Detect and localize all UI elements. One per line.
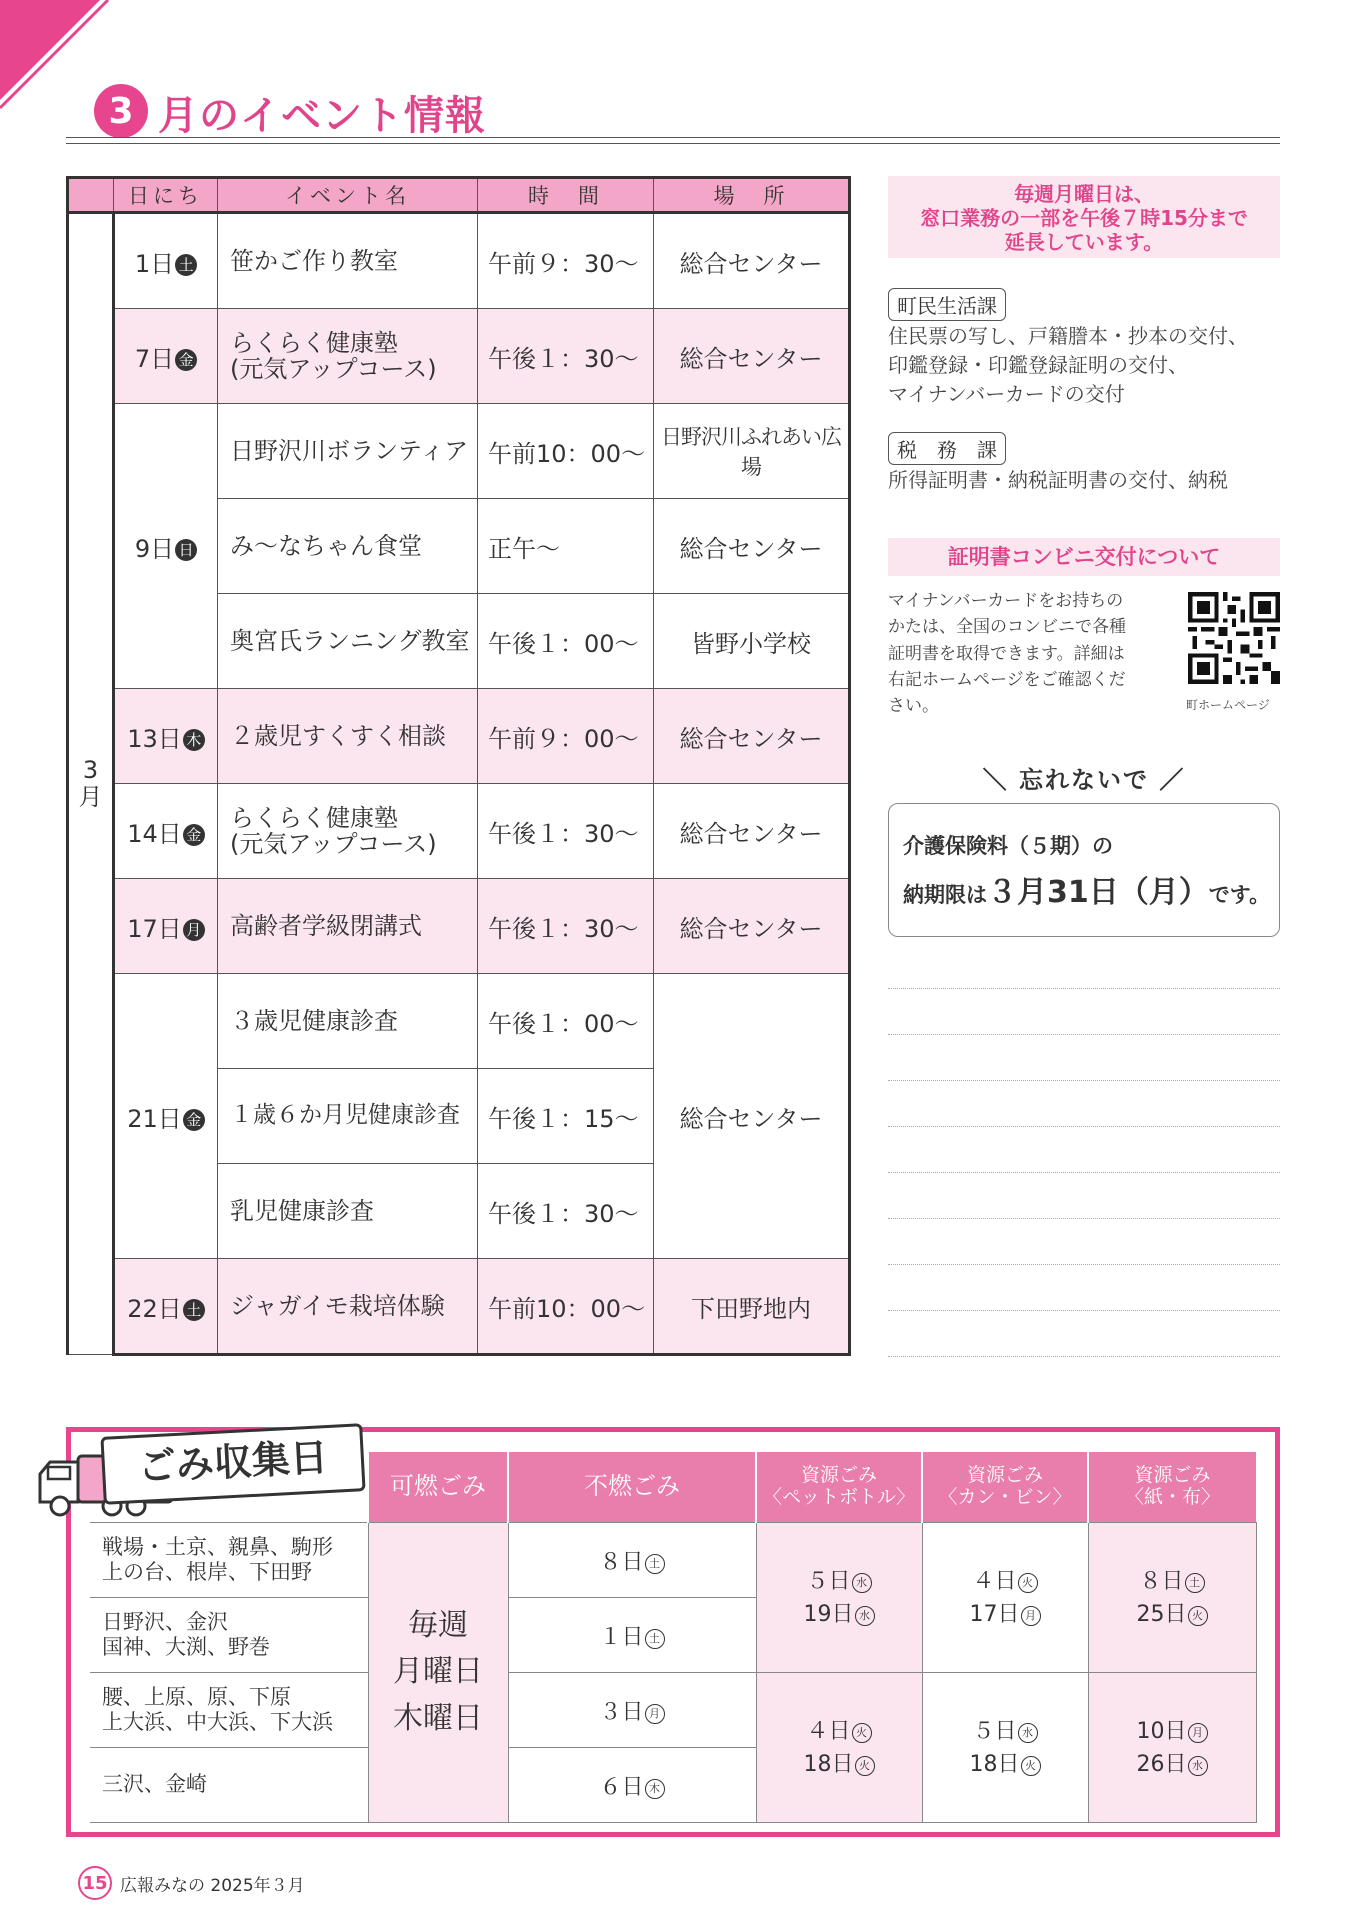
event-date: 9日 日 — [114, 404, 218, 689]
event-row — [68, 309, 850, 404]
event-name: 笹かご作り教室 — [218, 213, 478, 309]
garbage-row — [90, 1673, 1256, 1748]
dow-mark: 土 — [645, 1629, 665, 1649]
memo-line — [888, 1264, 1280, 1265]
dow-mark: 月 — [1188, 1723, 1208, 1743]
paper-days: ８日 土 25日 火 — [1088, 1523, 1256, 1673]
dow-mark: 水 — [855, 1606, 875, 1626]
nonburnable-day: １日 土 — [508, 1598, 756, 1673]
page-footer — [78, 1866, 305, 1900]
pet-days: ４日 火 18日 火 — [756, 1673, 922, 1823]
footer-text: 広報みなの 2025年３月 — [120, 1875, 305, 1896]
event-name: 奥宮氏ランニング教室 — [218, 594, 478, 689]
header-resource-can: 資源ごみ 〈カン・ビン〉 — [922, 1452, 1088, 1523]
event-time: 午後１：15～ — [478, 1069, 654, 1164]
title-text: 月のイベント情報 — [158, 93, 486, 139]
event-date: 13日 木 — [114, 689, 218, 784]
event-name: み～なちゃん食堂 — [218, 499, 478, 594]
event-time: 午前10：00～ — [478, 404, 654, 499]
event-name: 高齢者学級閉講式 — [218, 879, 478, 974]
nonburnable-day: ６日 木 — [508, 1748, 756, 1823]
dow-mark: 月 — [645, 1704, 665, 1724]
event-name: らくらく健康塾 (元気アップコース) — [218, 784, 478, 879]
reminder-deadline: ３月31日（月） — [987, 874, 1209, 910]
month-cell — [68, 213, 114, 1355]
dept-text-resident: 住民票の写し、戸籍謄本・抄本の交付、 印鑑登録・印鑑登録証明の交付、 マイナンバーカードの交付 — [888, 324, 1248, 406]
event-place: 日野沢川ふれあい広場 — [654, 404, 850, 499]
nonburnable-day: ３日 月 — [508, 1673, 756, 1748]
event-name: 乳児健康診査 — [218, 1164, 478, 1259]
dow-mark: 火 — [1021, 1756, 1041, 1776]
event-date: 7日 金 — [114, 309, 218, 404]
event-row — [68, 1259, 850, 1355]
memo-line — [888, 1356, 1280, 1357]
dow-mark: 火 — [855, 1756, 875, 1776]
nonburnable-day: ８日 土 — [508, 1523, 756, 1598]
can-days: ４日 火 17日 月 — [922, 1523, 1088, 1673]
event-name: 日野沢川ボランティア — [218, 404, 478, 499]
month-label: 3 月 — [78, 756, 103, 811]
can-days: ５日 水 18日 火 — [922, 1673, 1088, 1823]
event-name: らくらく健康塾 (元気アップコース) — [218, 309, 478, 404]
paper-days: 10日 月 26日 水 — [1088, 1673, 1256, 1823]
memo-line — [888, 1218, 1280, 1219]
reminder-box — [888, 803, 1280, 937]
area-cell: 三沢、金崎 — [90, 1748, 368, 1823]
dept-text-tax: 所得証明書・納税証明書の交付、納税 — [888, 468, 1228, 492]
dow-badge: 木 — [183, 729, 205, 751]
convenience-text: マイナンバーカードをお持ちの かたは、全国のコンビニで各種 証明書を取得できます。詳細は 右記ホームページをご確認くだ さい。 — [888, 591, 1126, 717]
garbage-title: ごみ収集日 — [100, 1423, 365, 1505]
dow-badge: 土 — [183, 1299, 205, 1321]
dow-badge: 日 — [175, 539, 197, 561]
event-row — [68, 784, 850, 879]
dow-badge: 土 — [175, 254, 197, 276]
event-date: 21日 金 — [114, 974, 218, 1259]
event-date: 1日 土 — [114, 213, 218, 309]
event-row — [68, 879, 850, 974]
burnable-days: 毎週 月曜日 木曜日 — [368, 1523, 508, 1823]
dept-tag-resident: 町民生活課 — [888, 288, 1006, 321]
dow-badge: 金 — [175, 349, 197, 371]
event-name: ２歳児すくすく相談 — [218, 689, 478, 784]
extended-hours-notice: 毎週月曜日は、 窓口業務の一部を午後７時15分まで 延長しています。 — [888, 176, 1280, 258]
garbage-table — [90, 1452, 1257, 1823]
memo-line — [888, 988, 1280, 989]
event-place: 総合センター — [654, 974, 850, 1259]
pet-days: ５日 水 19日 水 — [756, 1523, 922, 1673]
dept-tag-tax: 税 務 課 — [888, 432, 1006, 465]
event-place: 下田野地内 — [654, 1259, 850, 1355]
event-place: 皆野小学校 — [654, 594, 850, 689]
event-time: 午後１：30～ — [478, 879, 654, 974]
event-place: 総合センター — [654, 879, 850, 974]
dow-mark: 水 — [1188, 1756, 1208, 1776]
dow-mark: 火 — [1188, 1606, 1208, 1626]
title-number-badge: 3 — [94, 84, 148, 138]
reminder-line1: 介護保険料（５期）の — [903, 834, 1113, 858]
event-row — [68, 213, 850, 309]
page-number: 15 — [78, 1866, 112, 1900]
memo-line — [888, 1126, 1280, 1127]
event-time: 午前９：00～ — [478, 689, 654, 784]
events-header-row — [68, 178, 850, 213]
memo-line — [888, 1172, 1280, 1173]
event-time: 午後１：30～ — [478, 1164, 654, 1259]
header-blank — [68, 178, 114, 213]
event-row — [68, 689, 850, 784]
qr-code-icon[interactable] — [1188, 592, 1280, 684]
memo-line — [888, 1034, 1280, 1035]
header-nonburnable: 不燃ごみ — [508, 1452, 756, 1523]
event-date: 17日 月 — [114, 879, 218, 974]
dow-badge: 金 — [183, 1109, 205, 1131]
reminder-title: ＼ 忘れないで ／ — [982, 766, 1186, 794]
dow-badge: 金 — [183, 824, 205, 846]
header-burnable: 可燃ごみ — [368, 1452, 508, 1523]
event-time: 午後１：30～ — [478, 309, 654, 404]
dow-mark: 木 — [645, 1779, 665, 1799]
dow-mark: 火 — [852, 1723, 872, 1743]
event-time: 正午～ — [478, 499, 654, 594]
event-name: ジャガイモ栽培体験 — [218, 1259, 478, 1355]
event-time: 午後１：00～ — [478, 594, 654, 689]
event-place: 総合センター — [654, 689, 850, 784]
event-name: １歳６か月児健康診査 — [218, 1069, 478, 1164]
event-place: 総合センター — [654, 213, 850, 309]
event-place: 総合センター — [654, 784, 850, 879]
garbage-row — [90, 1523, 1256, 1598]
area-cell: 腰、上原、原、下原 上大浜、中大浜、下大浜 — [90, 1673, 368, 1748]
header-event-name: イベント名 — [218, 178, 478, 213]
area-cell: 戦場・土京、親鼻、駒形 上の台、根岸、下田野 — [90, 1523, 368, 1598]
event-row — [68, 404, 850, 499]
header-place: 場 所 — [654, 178, 850, 213]
dow-mark: 水 — [1018, 1723, 1038, 1743]
event-time: 午前10：00～ — [478, 1259, 654, 1355]
event-row — [68, 974, 850, 1069]
event-time: 午後１：30～ — [478, 784, 654, 879]
memo-line — [888, 1310, 1280, 1311]
header-resource-paper: 資源ごみ 〈紙・布〉 — [1088, 1452, 1256, 1523]
header-resource-pet: 資源ごみ 〈ペットボトル〉 — [756, 1452, 922, 1523]
event-time: 午後１：00～ — [478, 974, 654, 1069]
dow-mark: 水 — [852, 1573, 872, 1593]
dow-mark: 月 — [1021, 1606, 1041, 1626]
event-place: 総合センター — [654, 499, 850, 594]
dow-mark: 火 — [1018, 1573, 1038, 1593]
event-date: 14日 金 — [114, 784, 218, 879]
reminder-line2: 納期限は３月31日（月）です。 — [903, 874, 1271, 910]
event-name: ３歳児健康診査 — [218, 974, 478, 1069]
header-time: 時 間 — [478, 178, 654, 213]
dow-mark: 土 — [645, 1554, 665, 1574]
event-place: 総合センター — [654, 309, 850, 404]
memo-line — [888, 1080, 1280, 1081]
event-time: 午前９：30～ — [478, 213, 654, 309]
dow-mark: 土 — [1185, 1573, 1205, 1593]
dow-badge: 月 — [183, 919, 205, 941]
qr-caption: 町ホームページ — [1186, 698, 1270, 712]
header-date: 日にち — [114, 178, 218, 213]
area-cell: 日野沢、金沢 国神、大渕、野巻 — [90, 1598, 368, 1673]
title-rule — [66, 137, 1280, 144]
events-table — [66, 176, 851, 1356]
event-date: 22日 土 — [114, 1259, 218, 1355]
page-title — [66, 78, 1280, 144]
convenience-title: 証明書コンビニ交付について — [888, 538, 1280, 576]
